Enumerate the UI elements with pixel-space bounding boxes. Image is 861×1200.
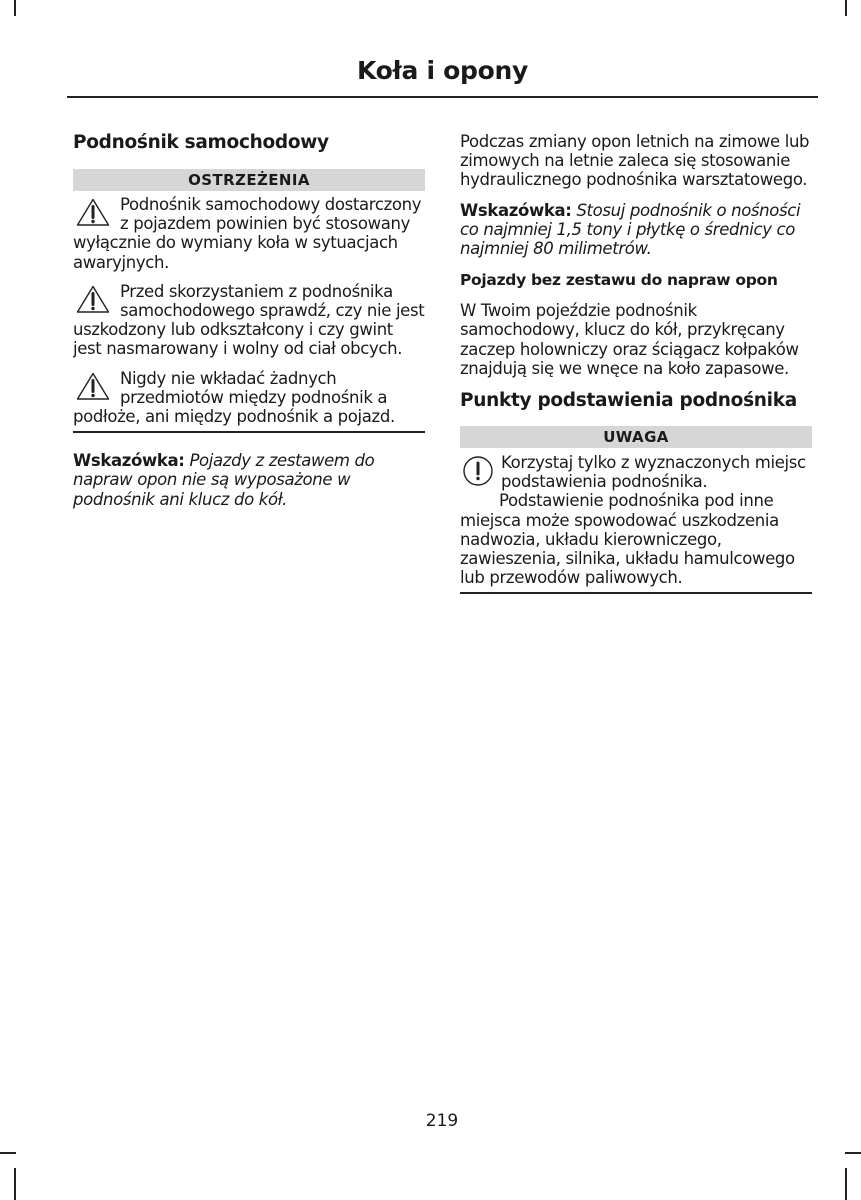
warning-triangle-icon xyxy=(75,284,111,314)
intro-paragraph: Podczas zmiany opon letnich na zimowe lub zimowych na letnie zaleca się stosowanie hydraulicznego podnośnika warsztatowego. xyxy=(460,132,810,190)
subheading-no-repair-kit: Pojazdy bez zestawu do napraw opon xyxy=(460,271,778,290)
section-heading-jack-points: Punkty podstawienia podnośnika xyxy=(460,390,797,412)
kit-location-paragraph: W Twoim pojeździe podnośnik samochodowy, klucz do kół, przykręcany zaczep holowniczy oraz ściągacz kołpaków znajdują się we wnęce na koło zapasowe. xyxy=(460,301,799,378)
note-paragraph xyxy=(460,201,812,259)
warning-text: Podnośnik samochodowy dostarczony z pojazdem powinien być stosowany wyłącznie do wymiany koła w sytuacjach awaryjnych. xyxy=(73,195,422,272)
note-text: Stosuj podnośnik o nośności co najmniej 1,5 tony i płytkę o średnicy co najmniej 80 milimetrów. xyxy=(460,200,801,259)
page-title: Koła i opony xyxy=(357,56,528,85)
warning-text: Przed skorzystaniem z podnośnika samochodowego sprawdź, czy nie jest uszkodzony lub odkształcony i czy gwint jest nasmarowany i wolny od ciał obcych. xyxy=(73,281,425,359)
crop-mark-bottom-right-v xyxy=(845,1168,847,1200)
section-heading-jack: Podnośnik samochodowy xyxy=(73,132,329,153)
crop-mark-top-right-v xyxy=(845,0,847,16)
crop-mark-bottom-left-h xyxy=(0,1152,16,1154)
warning-item xyxy=(73,195,425,272)
page-number: 219 xyxy=(425,1111,459,1131)
note-label: Wskazówka: xyxy=(73,451,185,471)
left-column xyxy=(73,132,425,509)
crop-mark-top-left-v xyxy=(14,0,16,16)
note-paragraph xyxy=(73,451,425,509)
warnings-banner: OSTRZEŻENIA xyxy=(73,169,425,191)
caution-banner: UWAGA xyxy=(460,426,812,448)
crop-mark-bottom-left-v xyxy=(14,1168,16,1200)
caution-end-rule xyxy=(460,592,812,594)
note-text: Pojazdy z zestawem do napraw opon nie są wyposażone w podnośnik ani klucz do kół. xyxy=(73,451,375,509)
right-column xyxy=(460,132,812,594)
warning-item xyxy=(73,369,425,427)
caution-circle-icon xyxy=(462,455,494,487)
caution-item xyxy=(460,453,812,587)
caution-text: Podstawienie podnośnika pod inne miejsca może spowodować uszkodzenia nadwozia, układu kierowniczego, zawieszenia, silnika, układu hamulcowego lub przewodów paliwowych. xyxy=(460,491,795,588)
crop-mark-bottom-right-h xyxy=(845,1152,861,1154)
warning-triangle-icon xyxy=(75,371,111,401)
warning-text: Nigdy nie wkładać żadnych przedmiotów między podnośnik a podłoże, ani między podnośnik a pojazd. xyxy=(73,368,395,427)
warning-item xyxy=(73,282,425,359)
note-label: Wskazówka: xyxy=(460,200,572,220)
header-rule xyxy=(67,96,818,98)
caution-text: Korzystaj tylko z wyznaczonych miejsc podstawienia podnośnika. xyxy=(501,453,806,492)
warning-triangle-icon xyxy=(75,197,111,227)
warnings-end-rule xyxy=(73,431,425,433)
